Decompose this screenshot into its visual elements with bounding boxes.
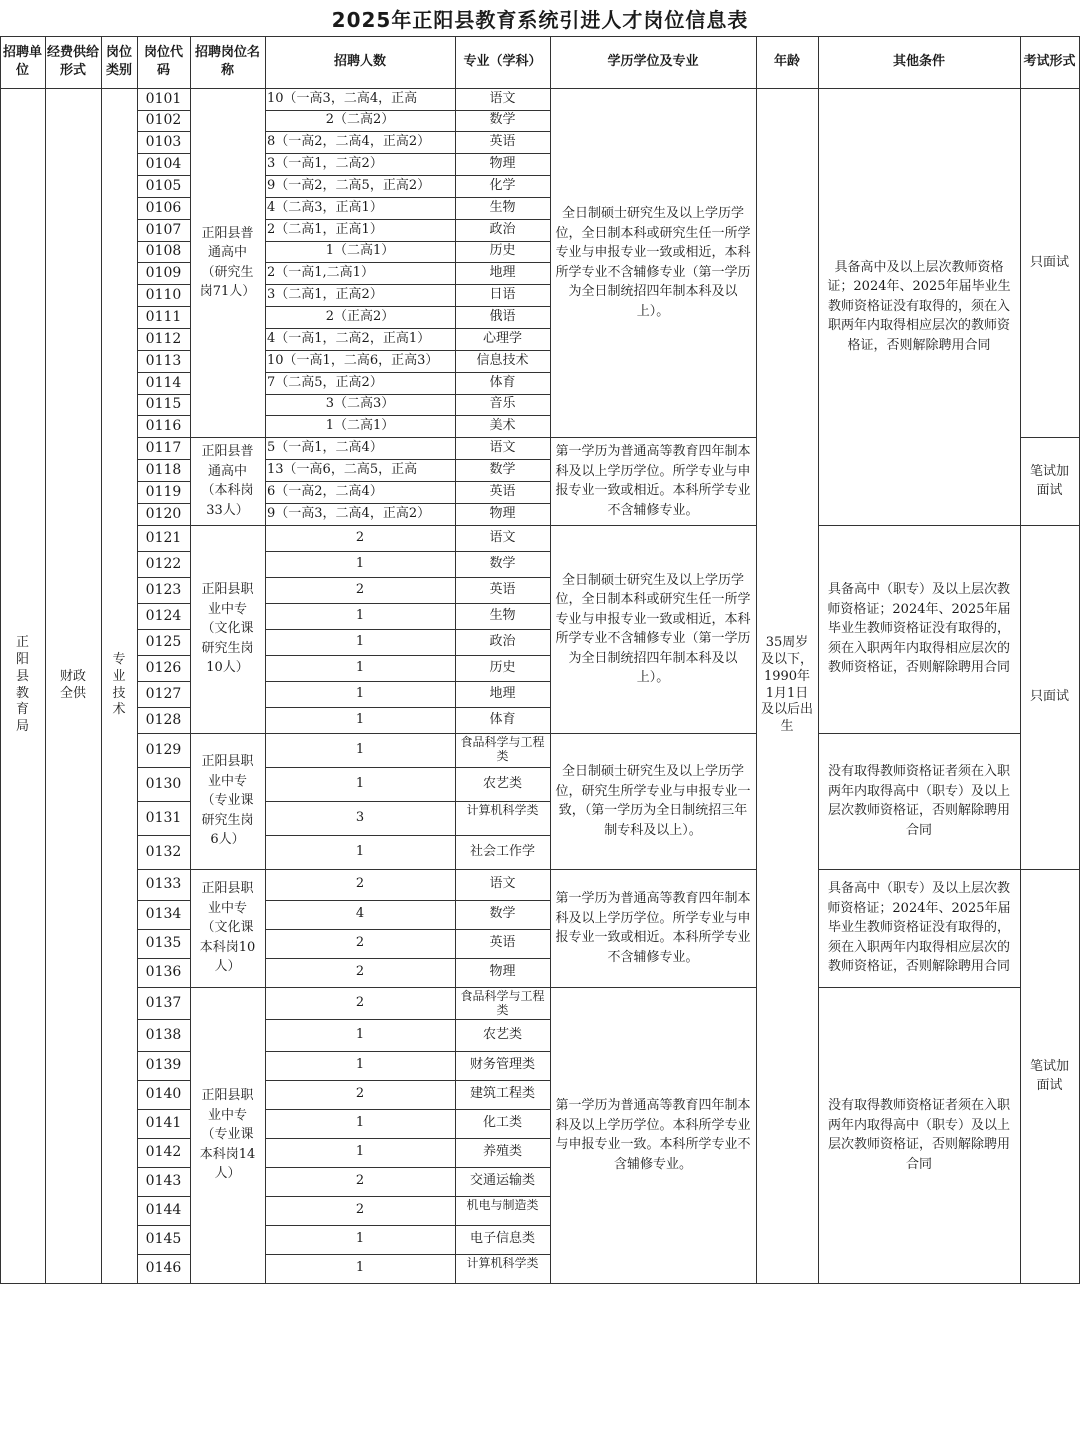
hire-count: 4（二高3，正高1） [265, 197, 456, 220]
hire-count: 1 [265, 1019, 456, 1052]
position-code: 0141 [137, 1109, 191, 1139]
other-conditions: 没有取得教师资格证者须在入职两年内取得高中（职专）及以上层次教师资格证，否则解除聘用合同 [818, 733, 1021, 870]
hire-count: 1 [265, 1109, 456, 1139]
subject-cell: 食品科学与工程类 [455, 733, 551, 768]
exam-format: 笔试加面试 [1020, 869, 1080, 1284]
education-requirement: 第一学历为普通高等教育四年制本科及以上学历学位。所学专业与申报专业一致或相近。本科所学专业不含辅修专业。 [550, 869, 757, 988]
hire-count: 1 [265, 835, 456, 870]
exam-format: 只面试 [1020, 88, 1080, 438]
unit-cell: 正阳县教育局 [0, 88, 46, 1284]
subject-cell: 英语 [455, 131, 551, 154]
hire-count: 1 [265, 1051, 456, 1081]
subject-cell: 生物 [455, 197, 551, 220]
subject-cell: 化学 [455, 175, 551, 198]
subject-cell: 社会工作学 [455, 835, 551, 870]
position-name: 正阳县普通高中（本科岗33人） [190, 437, 266, 526]
hire-count: 1（二高1） [265, 415, 456, 438]
column-header: 岗位代码 [137, 36, 191, 89]
position-code: 0112 [137, 328, 191, 351]
subject-cell: 物理 [455, 503, 551, 526]
position-code: 0128 [137, 707, 191, 734]
position-code: 0136 [137, 958, 191, 988]
other-conditions: 具备高中及以上层次教师资格证；2024年、2025年届毕业生教师资格证没有取得的，须在入职两年内取得相应层次的教师资格证，否则解除聘用合同 [818, 88, 1021, 526]
education-requirement: 第一学历为普通高等教育四年制本科及以上学历学位。所学专业与申报专业一致或相近。本科所学专业不含辅修专业。 [550, 437, 757, 526]
hire-count: 1 [265, 1254, 456, 1284]
hire-count: 13（一高6，二高5，正高 [265, 459, 456, 482]
other-conditions: 具备高中（职专）及以上层次教师资格证；2024年、2025年届毕业生教师资格证没有取得的，须在入职两年内取得相应层次的教师资格证，否则解除聘用合同 [818, 869, 1021, 988]
hire-count: 1 [265, 707, 456, 734]
education-requirement: 全日制硕士研究生及以上学历学位，全日制本科或研究生任一所学专业与申报专业一致或相近，本科所学专业不含辅修专业（第一学历为全日制统招四年制本科及以上）。 [550, 525, 757, 734]
position-code: 0108 [137, 241, 191, 263]
position-name: 正阳县职业中专（文化课研究生岗10人） [190, 525, 266, 734]
other-conditions: 具备高中（职专）及以上层次教师资格证；2024年、2025年届毕业生教师资格证没有取得的，须在入职两年内取得相应层次的教师资格证，否则解除聘用合同 [818, 525, 1021, 734]
position-code: 0129 [137, 733, 191, 768]
hire-count: 2（正高2） [265, 306, 456, 329]
position-code: 0109 [137, 262, 191, 285]
hire-count: 2 [265, 577, 456, 604]
hire-count: 2（二高2） [265, 110, 456, 132]
hire-count: 1 [265, 1138, 456, 1168]
hire-count: 1 [265, 681, 456, 708]
position-code: 0115 [137, 394, 191, 416]
column-header: 招聘人数 [265, 36, 456, 89]
position-code: 0106 [137, 197, 191, 220]
hire-count: 1 [265, 733, 456, 768]
column-header: 招聘单位 [0, 36, 46, 89]
hire-count: 1 [265, 1225, 456, 1255]
column-header: 专业（学科） [455, 36, 551, 89]
subject-cell: 数学 [455, 900, 551, 930]
position-code: 0130 [137, 767, 191, 802]
position-code: 0104 [137, 153, 191, 176]
subject-cell: 交通运输类 [455, 1167, 551, 1197]
hire-count: 1 [265, 603, 456, 630]
hire-count: 3（二高3） [265, 394, 456, 416]
subject-cell: 数学 [455, 459, 551, 482]
hire-count: 10（一高1，二高6，正高3） [265, 350, 456, 373]
hire-count: 2 [265, 987, 456, 1020]
position-code: 0145 [137, 1225, 191, 1255]
subject-cell: 生物 [455, 603, 551, 630]
column-header: 招聘岗位名称 [190, 36, 266, 89]
subject-cell: 信息技术 [455, 350, 551, 373]
category-cell: 专业技术 [101, 88, 138, 1284]
position-code: 0102 [137, 110, 191, 132]
column-header: 岗位类别 [101, 36, 138, 89]
position-code: 0138 [137, 1019, 191, 1052]
hire-count: 3（二高1，正高2） [265, 284, 456, 307]
position-code: 0135 [137, 929, 191, 959]
hire-count: 1 [265, 551, 456, 578]
subject-cell: 建筑工程类 [455, 1080, 551, 1110]
exam-format: 笔试加面试 [1020, 437, 1080, 526]
position-code: 0119 [137, 481, 191, 504]
subject-cell: 语文 [455, 869, 551, 901]
subject-cell: 计算机科学类 [455, 1254, 551, 1284]
hire-count: 2 [265, 1167, 456, 1197]
subject-cell: 农艺类 [455, 767, 551, 802]
subject-cell: 心理学 [455, 328, 551, 351]
hire-count: 2 [265, 1080, 456, 1110]
subject-cell: 地理 [455, 681, 551, 708]
funding-cell: 财政全供 [45, 88, 102, 1284]
hire-count: 2 [265, 1196, 456, 1226]
position-code: 0142 [137, 1138, 191, 1168]
hire-count: 2（一高1,二高1） [265, 262, 456, 285]
column-header: 年龄 [756, 36, 819, 89]
subject-cell: 体育 [455, 707, 551, 734]
position-code: 0103 [137, 131, 191, 154]
position-code: 0113 [137, 350, 191, 373]
position-code: 0137 [137, 987, 191, 1020]
position-code: 0131 [137, 801, 191, 836]
column-header: 考试形式 [1020, 36, 1080, 89]
subject-cell: 化工类 [455, 1109, 551, 1139]
subject-cell: 英语 [455, 577, 551, 604]
position-code: 0134 [137, 900, 191, 930]
position-name: 正阳县普通高中（研究生岗71人） [190, 88, 266, 438]
column-header: 经费供给形式 [45, 36, 102, 89]
subject-cell: 美术 [455, 415, 551, 438]
subject-cell: 计算机科学类 [455, 801, 551, 836]
subject-cell: 语文 [455, 88, 551, 111]
subject-cell: 养殖类 [455, 1138, 551, 1168]
hire-count: 10（一高3，二高4，正高 [265, 88, 456, 111]
subject-cell: 历史 [455, 241, 551, 263]
position-code: 0101 [137, 88, 191, 111]
position-code: 0121 [137, 525, 191, 552]
position-code: 0110 [137, 284, 191, 307]
hire-count: 2 [265, 869, 456, 901]
subject-cell: 政治 [455, 219, 551, 242]
position-code: 0124 [137, 603, 191, 630]
page-title: 2025年正阳县教育系统引进人才岗位信息表 [331, 8, 749, 32]
hire-count: 5（一高1，二高4） [265, 437, 456, 460]
age-cell: 35周岁及以下，1990年1月1日及以后出生 [756, 88, 819, 1284]
position-code: 0118 [137, 459, 191, 482]
subject-cell: 历史 [455, 655, 551, 682]
subject-cell: 食品科学与工程类 [455, 987, 551, 1020]
education-requirement: 第一学历为普通高等教育四年制本科及以上学历学位。本科所学专业与申报专业一致。本科所学专业不含辅修专业。 [550, 987, 757, 1284]
hire-count: 1（二高1） [265, 241, 456, 263]
position-code: 0146 [137, 1254, 191, 1284]
hire-count: 2 [265, 929, 456, 959]
position-code: 0123 [137, 577, 191, 604]
position-code: 0114 [137, 372, 191, 395]
position-name: 正阳县职业中专（专业课研究生岗6人） [190, 733, 266, 870]
hire-count: 4（一高1，二高2，正高1） [265, 328, 456, 351]
position-code: 0144 [137, 1196, 191, 1226]
education-requirement: 全日制硕士研究生及以上学历学位，全日制本科或研究生任一所学专业与申报专业一致或相近，本科所学专业不含辅修专业（第一学历为全日制统招四年制本科及以上）。 [550, 88, 757, 438]
hire-count: 1 [265, 767, 456, 802]
position-code: 0125 [137, 629, 191, 656]
column-header: 其他条件 [818, 36, 1021, 89]
hire-count: 4 [265, 900, 456, 930]
subject-cell: 财务管理类 [455, 1051, 551, 1081]
hire-count: 2（二高1，正高1） [265, 219, 456, 242]
hire-count: 3 [265, 801, 456, 836]
position-name: 正阳县职业中专（文化课本科岗10人） [190, 869, 266, 988]
subject-cell: 体育 [455, 372, 551, 395]
subject-cell: 电子信息类 [455, 1225, 551, 1255]
position-code: 0120 [137, 503, 191, 526]
hire-count: 2 [265, 958, 456, 988]
hire-count: 2 [265, 525, 456, 552]
education-requirement: 全日制硕士研究生及以上学历学位，研究生所学专业与申报专业一致，（第一学历为全日制统招三年制专科及以上）。 [550, 733, 757, 870]
position-code: 0122 [137, 551, 191, 578]
subject-cell: 机电与制造类 [455, 1196, 551, 1226]
position-code: 0126 [137, 655, 191, 682]
subject-cell: 政治 [455, 629, 551, 656]
position-code: 0140 [137, 1080, 191, 1110]
position-code: 0116 [137, 415, 191, 438]
position-code: 0127 [137, 681, 191, 708]
subject-cell: 俄语 [455, 306, 551, 329]
position-code: 0139 [137, 1051, 191, 1081]
hire-count: 9（一高2，二高5，正高2） [265, 175, 456, 198]
position-code: 0133 [137, 869, 191, 901]
subject-cell: 英语 [455, 481, 551, 504]
hire-count: 6（一高2，二高4） [265, 481, 456, 504]
hire-count: 1 [265, 655, 456, 682]
subject-cell: 地理 [455, 262, 551, 285]
subject-cell: 日语 [455, 284, 551, 307]
position-code: 0143 [137, 1167, 191, 1197]
position-code: 0117 [137, 437, 191, 460]
column-header: 学历学位及专业 [550, 36, 757, 89]
hire-count: 7（二高5，正高2） [265, 372, 456, 395]
position-name: 正阳县职业中专（专业课本科岗14人） [190, 987, 266, 1284]
subject-cell: 音乐 [455, 394, 551, 416]
subject-cell: 数学 [455, 551, 551, 578]
subject-cell: 农艺类 [455, 1019, 551, 1052]
subject-cell: 语文 [455, 525, 551, 552]
position-code: 0132 [137, 835, 191, 870]
hire-count: 3（一高1，二高2） [265, 153, 456, 176]
subject-cell: 数学 [455, 110, 551, 132]
hire-count: 1 [265, 629, 456, 656]
subject-cell: 语文 [455, 437, 551, 460]
position-code: 0107 [137, 219, 191, 242]
subject-cell: 英语 [455, 929, 551, 959]
hire-count: 8（一高2，二高4，正高2） [265, 131, 456, 154]
subject-cell: 物理 [455, 958, 551, 988]
hire-count: 9（一高3，二高4，正高2） [265, 503, 456, 526]
position-code: 0105 [137, 175, 191, 198]
position-code: 0111 [137, 306, 191, 329]
other-conditions: 没有取得教师资格证者须在入职两年内取得高中（职专）及以上层次教师资格证，否则解除聘用合同 [818, 987, 1021, 1284]
exam-format: 只面试 [1020, 525, 1080, 870]
subject-cell: 物理 [455, 153, 551, 176]
